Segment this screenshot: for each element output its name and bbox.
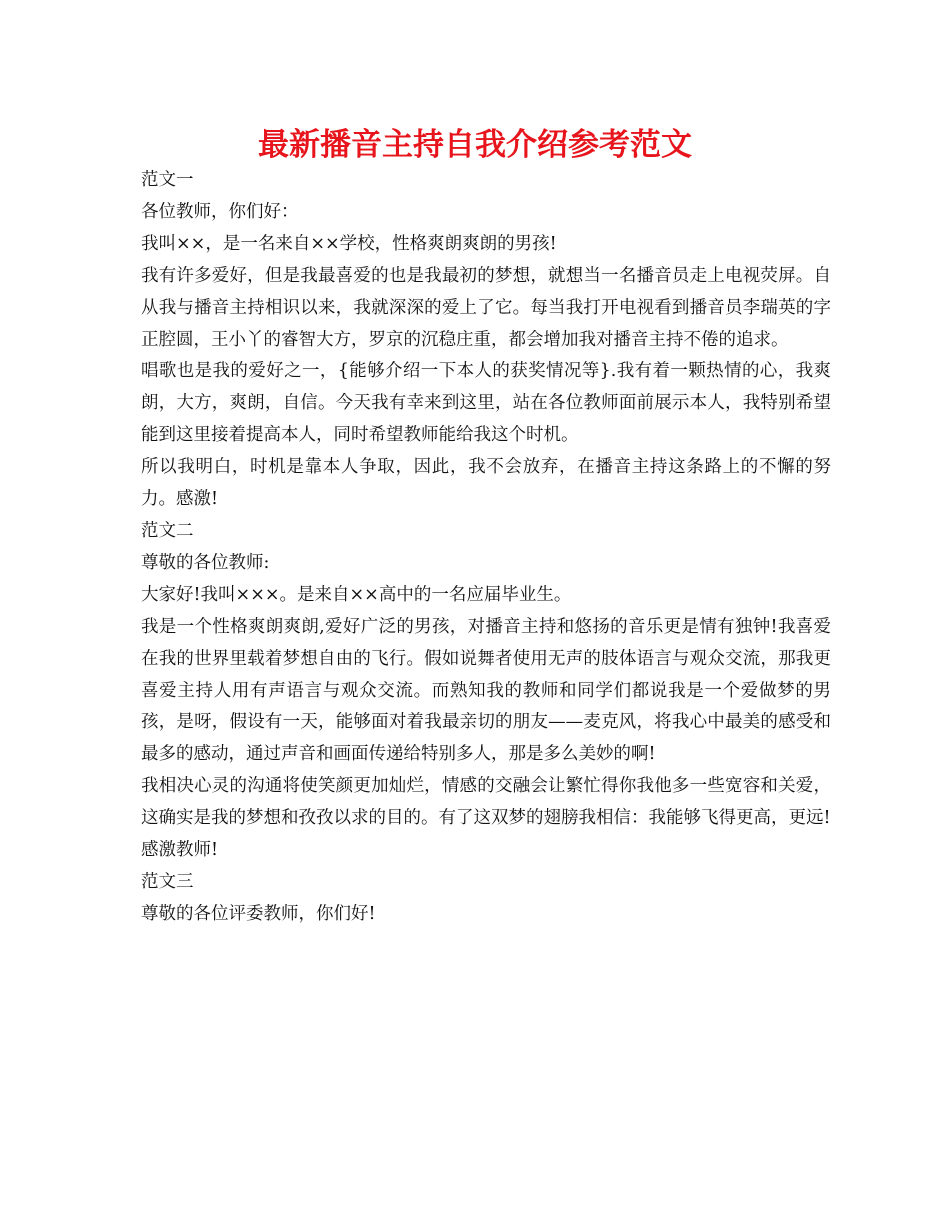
paragraph: 各位教师，你们好： [141, 201, 299, 222]
paragraph: 大家好!我叫×××。是来自××高中的一名应届毕业生。 [141, 584, 572, 605]
paragraph: 我相决心灵的沟通将使笑颜更加灿烂，情感的交融会让繁忙得你我他多一些宽容和关爱，这确实是我的梦想和孜孜以求的目的。有了这双梦的翅膀我相信：我能够飞得更高，更远! [141, 776, 831, 829]
document-title: 最新播音主持自我介绍参考范文 [258, 127, 692, 163]
paragraph: 感激教师! [141, 840, 219, 861]
paragraph: 我有许多爱好，但是我最喜爱的也是我最初的梦想，就想当一名播音员走上电视荧屏。自从我与播音主持相识以来，我就深深的爱上了它。每当我打开电视看到播音员李瑞英的字正腔圆，王小丫的睿智大方，罗京的沉稳庄重，都会增加我对播音主持不倦的追求。 [141, 265, 831, 350]
section-heading: 范文二 [141, 520, 194, 541]
document-body [141, 165, 831, 931]
paragraph: 尊敬的各位评委教师，你们好! [141, 903, 376, 924]
paragraph: 唱歌也是我的爱好之一，{能够介绍一下本人的获奖情况等}.我有着一颗热情的心，我爽朗，大方，爽朗，自信。今天我有幸来到这里，站在各位教师面前展示本人，我特别希望能到这里接着提高本人，同时希望教师能给我这个时机。 [141, 361, 831, 446]
section-heading: 范文三 [141, 871, 194, 892]
paragraph: 尊敬的各位教师: [141, 552, 270, 573]
paragraph: 所以我明白，时机是靠本人争取，因此，我不会放弃，在播音主持这条路上的不懈的努力。感激! [141, 457, 831, 510]
section-heading: 范文一 [141, 170, 194, 190]
paragraph: 我叫××，是一名来自××学校，性格爽朗爽朗的男孩! [141, 233, 557, 254]
paragraph: 我是一个性格爽朗爽朗,爱好广泛的男孩，对播音主持和悠扬的音乐更是情有独钟!我喜爱在我的世界里载着梦想自由的飞行。假如说舞者使用无声的肢体语言与观众交流，那我更喜爱主持人用有声语言与观众交流。而熟知我的教师和同学们都说我是一个爱做梦的男孩，是呀，假设有一天，能够面对着我最亲切的朋友——麦克风，将我心中最美的感受和最多的感动，通过声音和画面传递给特别多人，那是多么美妙的啊! [141, 616, 831, 765]
